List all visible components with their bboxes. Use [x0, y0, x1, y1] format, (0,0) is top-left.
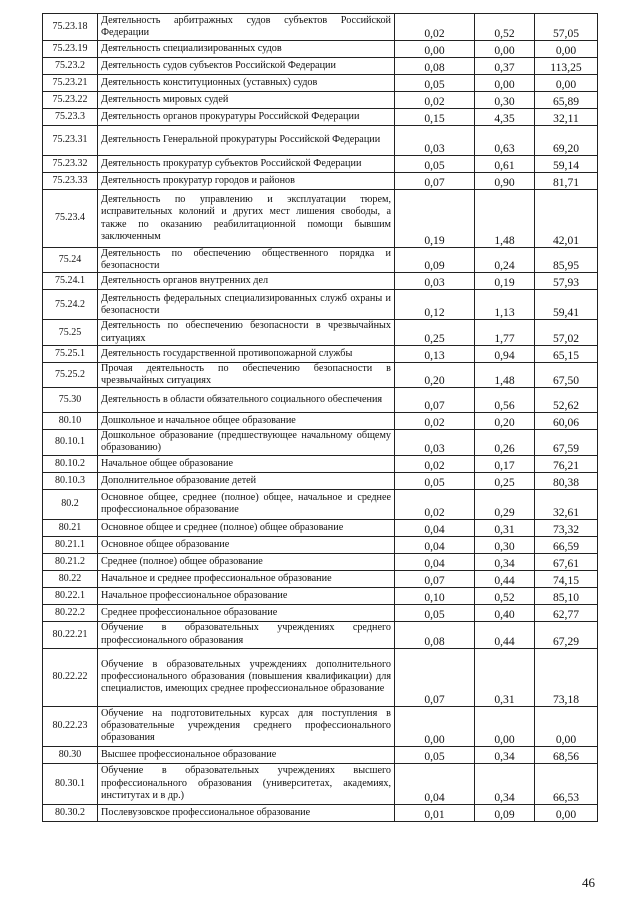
table-row: [43, 604, 598, 621]
cell-value-3: 57,02: [535, 320, 598, 345]
cell-code: 75.30: [43, 388, 98, 413]
cell-code: 80.22.1: [43, 587, 98, 604]
cell-value-2: 0,30: [475, 536, 535, 553]
table-row: [43, 648, 598, 706]
cell-code: 80.10.1: [43, 430, 98, 455]
cell-code: 80.30: [43, 746, 98, 763]
cell-name: Обучение на подготовительных курсах для поступления в образовательные учреждения среднего профессионального образования: [98, 706, 395, 746]
cell-value-3: 59,41: [535, 290, 598, 320]
cell-code: 75.23.19: [43, 41, 98, 58]
cell-value-2: 0,31: [475, 648, 535, 706]
cell-value-3: 69,20: [535, 126, 598, 156]
cell-name: Основное общее образование: [98, 536, 395, 553]
table-row: [43, 109, 598, 126]
table-row: [43, 75, 598, 92]
table-row: [43, 413, 598, 430]
cell-name: Деятельность по управлению и эксплуатации тюрем, исправительных колоний и других мест лишения свободы, а также по оказанию реабилитационной помощи бывшим заключенным: [98, 190, 395, 248]
table-row: [43, 41, 598, 58]
cell-name: Основное общее и среднее (полное) общее образование: [98, 519, 395, 536]
cell-code: 75.24.2: [43, 290, 98, 320]
cell-value-2: 0,94: [475, 345, 535, 362]
table-row: [43, 320, 598, 345]
cell-value-2: 1,48: [475, 190, 535, 248]
cell-value-2: 0,90: [475, 173, 535, 190]
table-row: [43, 763, 598, 804]
cell-name: Основное общее, среднее (полное) общее, начальное и среднее профессиональное образование: [98, 489, 395, 519]
table-row: [43, 746, 598, 763]
cell-value-1: 0,02: [395, 455, 475, 472]
cell-value-2: 0,17: [475, 455, 535, 472]
table-row: [43, 570, 598, 587]
cell-value-3: 81,71: [535, 173, 598, 190]
table-row: [43, 706, 598, 746]
cell-value-1: 0,15: [395, 109, 475, 126]
cell-value-3: 67,29: [535, 621, 598, 648]
cell-code: 80.10: [43, 413, 98, 430]
cell-value-1: 0,04: [395, 553, 475, 570]
table-row: [43, 345, 598, 362]
cell-name: Деятельность по обеспечению общественного порядка и безопасности: [98, 248, 395, 273]
table-row: [43, 388, 598, 413]
table-row: [43, 362, 598, 387]
cell-value-2: 0,20: [475, 413, 535, 430]
cell-name: Начальное и среднее профессиональное образование: [98, 570, 395, 587]
table-row: [43, 173, 598, 190]
table-row: [43, 290, 598, 320]
table-row: [43, 248, 598, 273]
cell-value-3: 0,00: [535, 41, 598, 58]
cell-name: Деятельность судов субъектов Российской Федерации: [98, 58, 395, 75]
cell-name: Дошкольное и начальное общее образование: [98, 413, 395, 430]
cell-value-2: 0,44: [475, 570, 535, 587]
cell-code: 75.23.32: [43, 156, 98, 173]
cell-value-1: 0,05: [395, 746, 475, 763]
cell-value-3: 65,89: [535, 92, 598, 109]
cell-value-1: 0,04: [395, 763, 475, 804]
cell-code: 80.30.2: [43, 804, 98, 821]
cell-code: 75.25.2: [43, 362, 98, 387]
cell-value-1: 0,03: [395, 430, 475, 455]
cell-name: Деятельность органов внутренних дел: [98, 273, 395, 290]
cell-code: 75.23.22: [43, 92, 98, 109]
cell-name: Деятельность федеральных специализированных служб охраны и безопасности: [98, 290, 395, 320]
cell-value-2: 0,44: [475, 621, 535, 648]
table-row: [43, 804, 598, 821]
table-row: [43, 553, 598, 570]
cell-value-3: 85,10: [535, 587, 598, 604]
cell-value-1: 0,00: [395, 41, 475, 58]
cell-value-2: 0,34: [475, 746, 535, 763]
cell-value-1: 0,10: [395, 587, 475, 604]
cell-code: 80.10.2: [43, 455, 98, 472]
cell-value-3: 57,93: [535, 273, 598, 290]
cell-value-2: 0,25: [475, 472, 535, 489]
cell-value-1: 0,01: [395, 804, 475, 821]
cell-name: Среднее профессиональное образование: [98, 604, 395, 621]
cell-code: 80.22.21: [43, 621, 98, 648]
cell-code: 75.23.3: [43, 109, 98, 126]
cell-name: Обучение в образовательных учреждениях среднего профессионального образования: [98, 621, 395, 648]
cell-value-3: 42,01: [535, 190, 598, 248]
cell-value-1: 0,13: [395, 345, 475, 362]
cell-value-3: 0,00: [535, 706, 598, 746]
cell-code: 80.10.3: [43, 472, 98, 489]
cell-value-2: 0,63: [475, 126, 535, 156]
cell-code: 75.23.31: [43, 126, 98, 156]
cell-value-2: 0,34: [475, 763, 535, 804]
cell-value-1: 0,02: [395, 413, 475, 430]
cell-value-1: 0,04: [395, 519, 475, 536]
cell-value-2: 0,40: [475, 604, 535, 621]
cell-value-1: 0,03: [395, 273, 475, 290]
cell-value-3: 66,53: [535, 763, 598, 804]
cell-value-3: 67,50: [535, 362, 598, 387]
cell-name: Высшее профессиональное образование: [98, 746, 395, 763]
cell-code: 75.23.2: [43, 58, 98, 75]
cell-value-1: 0,02: [395, 92, 475, 109]
cell-name: Деятельность прокуратур субъектов Российской Федерации: [98, 156, 395, 173]
cell-value-1: 0,03: [395, 126, 475, 156]
cell-name: Деятельность государственной противопожарной службы: [98, 345, 395, 362]
cell-value-1: 0,02: [395, 14, 475, 41]
cell-value-1: 0,07: [395, 570, 475, 587]
cell-value-2: 1,48: [475, 362, 535, 387]
cell-code: 75.25.1: [43, 345, 98, 362]
cell-name: Деятельность мировых судей: [98, 92, 395, 109]
cell-value-3: 113,25: [535, 58, 598, 75]
cell-value-2: 0,56: [475, 388, 535, 413]
cell-name: Деятельность конституционных (уставных) судов: [98, 75, 395, 92]
cell-value-2: 0,31: [475, 519, 535, 536]
cell-value-2: 4,35: [475, 109, 535, 126]
cell-code: 80.22.2: [43, 604, 98, 621]
cell-name: Обучение в образовательных учреждениях дополнительного профессионального образования (повышения квалификации) для специалистов, имеющих среднее профессиональное образование: [98, 648, 395, 706]
table-row: [43, 190, 598, 248]
page-number: 46: [582, 875, 595, 890]
table-row: [43, 489, 598, 519]
cell-name: Дополнительное образование детей: [98, 472, 395, 489]
table-row: [43, 58, 598, 75]
cell-value-3: 67,61: [535, 553, 598, 570]
cell-code: 80.22.23: [43, 706, 98, 746]
cell-value-3: 0,00: [535, 75, 598, 92]
cell-value-1: 0,05: [395, 472, 475, 489]
cell-code: 75.23.33: [43, 173, 98, 190]
cell-value-2: 0,52: [475, 14, 535, 41]
cell-value-2: 0,00: [475, 706, 535, 746]
cell-name: Деятельность органов прокуратуры Российской Федерации: [98, 109, 395, 126]
table-body: [43, 14, 598, 822]
table-row: [43, 156, 598, 173]
cell-value-3: 52,62: [535, 388, 598, 413]
cell-value-3: 76,21: [535, 455, 598, 472]
cell-value-2: 0,26: [475, 430, 535, 455]
cell-value-3: 57,05: [535, 14, 598, 41]
cell-value-2: 0,19: [475, 273, 535, 290]
cell-name: Дошкольное образование (предшествующее начальному общему образованию): [98, 430, 395, 455]
cell-name: Обучение в образовательных учреждениях высшего профессионального образования (университетах, академиях, институтах и в др.): [98, 763, 395, 804]
cell-value-3: 67,59: [535, 430, 598, 455]
table-row: [43, 536, 598, 553]
cell-value-3: 60,06: [535, 413, 598, 430]
cell-value-2: 0,61: [475, 156, 535, 173]
cell-value-1: 0,08: [395, 621, 475, 648]
cell-code: 75.25: [43, 320, 98, 345]
cell-value-2: 0,52: [475, 587, 535, 604]
cell-value-3: 0,00: [535, 804, 598, 821]
cell-value-1: 0,05: [395, 156, 475, 173]
cell-value-1: 0,12: [395, 290, 475, 320]
cell-name: Послевузовское профессиональное образование: [98, 804, 395, 821]
cell-name: Начальное общее образование: [98, 455, 395, 472]
cell-name: Деятельность по обеспечению безопасности в чрезвычайных ситуациях: [98, 320, 395, 345]
cell-value-2: 0,24: [475, 248, 535, 273]
cell-value-1: 0,20: [395, 362, 475, 387]
cell-name: Деятельность прокуратур городов и районов: [98, 173, 395, 190]
table-row: [43, 455, 598, 472]
cell-code: 75.24.1: [43, 273, 98, 290]
cell-value-3: 68,56: [535, 746, 598, 763]
cell-value-1: 0,19: [395, 190, 475, 248]
table-row: [43, 14, 598, 41]
cell-value-1: 0,00: [395, 706, 475, 746]
cell-value-2: 0,37: [475, 58, 535, 75]
cell-value-1: 0,09: [395, 248, 475, 273]
cell-value-1: 0,08: [395, 58, 475, 75]
table-row: [43, 472, 598, 489]
cell-code: 75.23.4: [43, 190, 98, 248]
table-row: [43, 430, 598, 455]
table-row: [43, 587, 598, 604]
cell-value-3: 73,32: [535, 519, 598, 536]
cell-value-3: 32,61: [535, 489, 598, 519]
cell-value-2: 1,77: [475, 320, 535, 345]
cell-value-3: 73,18: [535, 648, 598, 706]
cell-code: 75.23.21: [43, 75, 98, 92]
cell-code: 80.22.22: [43, 648, 98, 706]
cell-value-3: 85,95: [535, 248, 598, 273]
cell-value-1: 0,05: [395, 75, 475, 92]
cell-value-3: 32,11: [535, 109, 598, 126]
cell-value-1: 0,07: [395, 648, 475, 706]
cell-code: 80.21.2: [43, 553, 98, 570]
cell-value-1: 0,07: [395, 173, 475, 190]
table-row: [43, 621, 598, 648]
cell-name: Деятельность арбитражных судов субъектов Российской Федерации: [98, 14, 395, 41]
cell-name: Среднее (полное) общее образование: [98, 553, 395, 570]
cell-value-3: 80,38: [535, 472, 598, 489]
cell-name: Прочая деятельность по обеспечению безопасности в чрезвычайных ситуациях: [98, 362, 395, 387]
cell-code: 80.21: [43, 519, 98, 536]
cell-value-2: 0,30: [475, 92, 535, 109]
table-row: [43, 519, 598, 536]
cell-value-2: 0,09: [475, 804, 535, 821]
cell-code: 75.23.18: [43, 14, 98, 41]
cell-name: Деятельность специализированных судов: [98, 41, 395, 58]
cell-value-1: 0,07: [395, 388, 475, 413]
cell-code: 80.30.1: [43, 763, 98, 804]
table-row: [43, 273, 598, 290]
data-table: [42, 13, 598, 822]
cell-code: 80.2: [43, 489, 98, 519]
cell-name: Деятельность в области обязательного социального обеспечения: [98, 388, 395, 413]
cell-code: 75.24: [43, 248, 98, 273]
table-row: [43, 92, 598, 109]
cell-value-3: 65,15: [535, 345, 598, 362]
cell-value-3: 62,77: [535, 604, 598, 621]
table-row: [43, 126, 598, 156]
cell-value-1: 0,02: [395, 489, 475, 519]
cell-value-1: 0,05: [395, 604, 475, 621]
cell-value-3: 59,14: [535, 156, 598, 173]
cell-value-3: 66,59: [535, 536, 598, 553]
cell-value-2: 1,13: [475, 290, 535, 320]
cell-value-2: 0,29: [475, 489, 535, 519]
cell-value-2: 0,00: [475, 41, 535, 58]
cell-value-1: 0,25: [395, 320, 475, 345]
cell-value-2: 0,00: [475, 75, 535, 92]
cell-value-1: 0,04: [395, 536, 475, 553]
cell-name: Начальное профессиональное образование: [98, 587, 395, 604]
cell-code: 80.21.1: [43, 536, 98, 553]
cell-code: 80.22: [43, 570, 98, 587]
cell-value-3: 74,15: [535, 570, 598, 587]
cell-name: Деятельность Генеральной прокуратуры Российской Федерации: [98, 126, 395, 156]
cell-value-2: 0,34: [475, 553, 535, 570]
